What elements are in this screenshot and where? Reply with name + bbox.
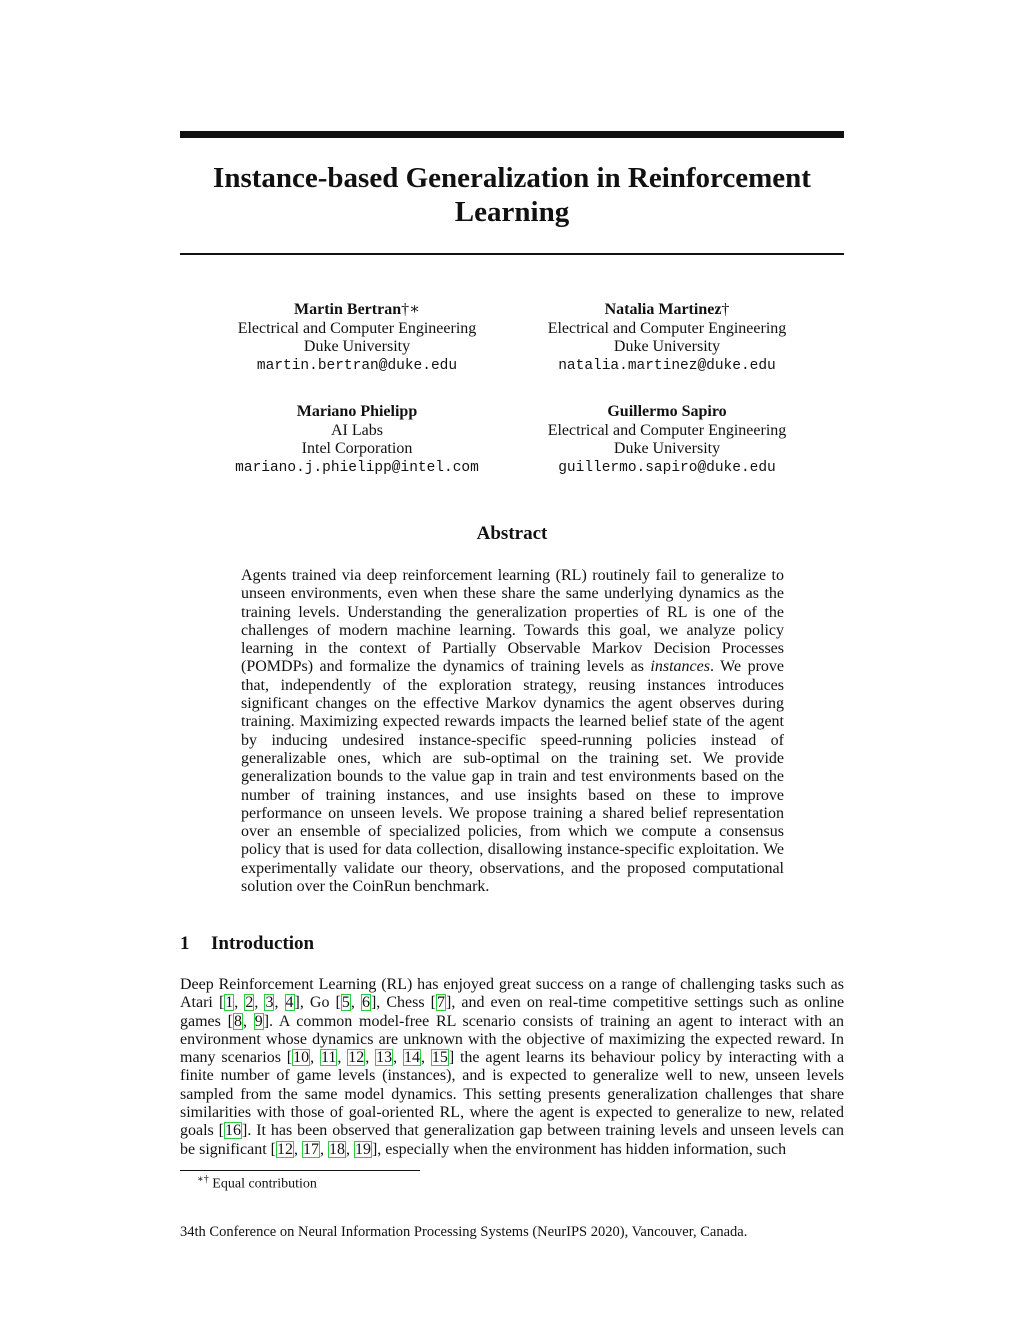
citation-separator: , [274,994,285,1012]
author-institution: Duke University [303,338,411,355]
citation-separator: , [310,1049,320,1067]
author-name: Martin Bertran [294,301,402,318]
author-email[interactable]: martin.bertran@duke.edu [256,357,458,374]
citation-separator: , [293,1140,302,1158]
abstract-part: Agents trained via deep reinforcement learning (RL) routinely fail to generalize to unseen environments, even when these share the same underlying dynamics as the training levels. Understanding the generalization properties of RL is one of the challenges of modern machine learning. Towards this goal, we analyze policy learning in the context of Partially Observable Markov Decision Processes (POMDPs) and formalize the dynamics of training levels as [241,567,784,676]
author-block [207,301,507,375]
author-block [517,403,817,477]
author-name: Natalia Martinez [604,301,722,318]
intro-paragraph [180,976,844,1159]
footnote-marks: ∗† [197,1174,209,1185]
citation-separator: , [337,1049,348,1067]
citation-separator: , [365,1049,376,1067]
footnote-text: Equal contribution [212,1176,317,1192]
abstract-emphasis: instances [650,658,710,676]
citation-separator: , [234,994,245,1012]
citation-link[interactable]: 2 [245,994,254,1012]
intro-text: ] the agent learns its behaviour policy by interacting with a finite number of game levels (instances), and is expected to generalize well to new, unseen levels sampled from the same model dynamics. This setting presents generalization challenges that share similarities with those of goal-oriented RL, where the agent is expected to generalize to new, related goals [ [180,1049,845,1140]
citation-separator: , [393,1049,403,1067]
author-block [207,403,507,477]
title-rule-top [180,131,844,138]
citation-link[interactable]: 12 [348,1049,365,1067]
citation-link[interactable]: 5 [341,994,350,1012]
citation-link[interactable]: 10 [293,1049,310,1067]
intro-text: ], Chess [ [370,994,436,1012]
section-number: 1 [180,933,190,954]
citation-separator: , [420,1049,431,1067]
citation-link[interactable]: 1 [225,994,234,1012]
citation-link[interactable]: 7 [436,994,445,1012]
citation-link[interactable]: 19 [354,1140,371,1158]
citation-link[interactable]: 12 [276,1140,293,1158]
citation-link[interactable]: 4 [285,994,294,1012]
author-institution: Duke University [613,338,721,355]
author-block [517,301,817,375]
citation-separator: , [345,1140,354,1158]
author-marks: †∗ [401,301,420,318]
footnote [197,1174,317,1193]
author-marks: † [721,301,730,318]
paper-title: Instance-based Generalization in Reinforcement Learning [213,162,811,228]
citation-link[interactable]: 13 [376,1049,393,1067]
citation-link[interactable]: 16 [225,1122,241,1140]
intro-text: Deep Reinforcement Learning (RL) has enjoyed great success on a range of challenging tasks such as Atari [ [180,976,844,1012]
citation-separator: , [242,1012,254,1030]
citation-link[interactable]: 8 [233,1012,242,1030]
citation-separator: , [350,994,361,1012]
section-heading [180,933,314,955]
abstract-part: . We prove that, independently of the exploration strategy, reusing instances introduces significant changes on the effective Markov dynamics the agent observes during training. Maximizing expected rewards impacts the learned belief state of the agent by inducing undesired instance-specific speed-running policies instead of generalizable ones, which are sub-optimal on the training set. We provide generalization bounds to the value gap in train and test environments based on the number of training instances, and use insights based on these to improve performance on unseen levels. We propose training a shared belief representation over an ensemble of specialized policies, from which we compute a consensus policy that is used for data collection, disallowing instance-specific exploitation. We experimentally validate our theory, observations, and the proposed computational solution over the CoinRun benchmark. [241,658,785,896]
title-rule-bottom [180,253,844,255]
intro-text: ], and even on real-time competitive settings such as online games [ [180,994,845,1030]
citation-link[interactable]: 3 [265,994,274,1012]
citation-link[interactable]: 15 [431,1049,448,1067]
conference-footer: 34th Conference on Neural Information Processing Systems (NeurIPS 2020), Vancouver, Canada. [180,1224,748,1240]
citation-link[interactable]: 9 [254,1012,263,1030]
citation-link[interactable]: 11 [320,1049,337,1067]
author-email[interactable]: guillermo.sapiro@duke.edu [558,459,776,476]
intro-text: ]. A common model-free RL scenario consists of training an agent to interact with an environment whose dynamics are unknown with the objective of maximizing the expected reward. In many scenarios [ [180,1012,845,1067]
intro-text: ], especially when the environment has hidden information, such [371,1140,787,1158]
abstract-text [241,567,784,896]
footnote-rule [180,1170,420,1171]
intro-text: ]. It has been observed that generalization gap between training levels and unseen levels can be significant [ [180,1122,845,1158]
section-title: Introduction [211,933,315,954]
author-affiliation: Electrical and Computer Engineering [237,319,477,337]
author-affiliation: AI Labs [331,421,383,439]
author-institution: Intel Corporation [301,440,413,457]
abstract-heading: Abstract [476,523,548,544]
author-name: Guillermo Sapiro [607,403,727,420]
citation-link[interactable]: 6 [361,994,370,1012]
author-email[interactable]: mariano.j.phielipp@intel.com [235,459,479,476]
citation-link[interactable]: 18 [328,1140,345,1158]
author-institution: Duke University [613,440,721,457]
intro-text: ], Go [ [294,994,341,1012]
author-name: Mariano Phielipp [296,403,418,420]
citation-separator: , [319,1140,328,1158]
author-affiliation: Electrical and Computer Engineering [547,421,787,439]
citation-separator: , [254,994,265,1012]
author-email[interactable]: natalia.martinez@duke.edu [558,357,776,374]
citation-link[interactable]: 17 [302,1140,319,1158]
citation-link[interactable]: 14 [403,1049,420,1067]
author-affiliation: Electrical and Computer Engineering [547,319,787,337]
